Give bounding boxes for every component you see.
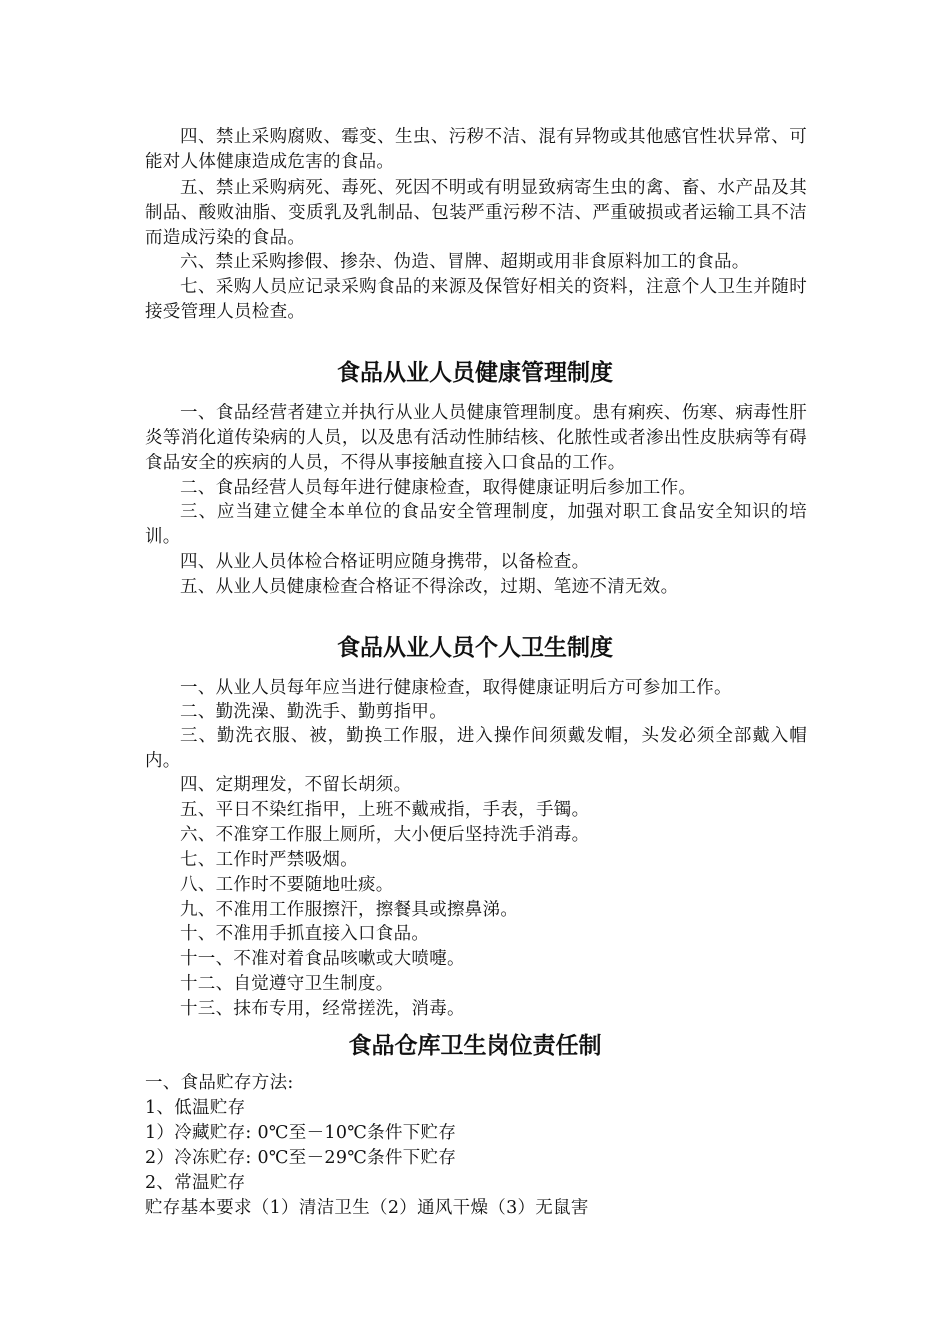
refrigerated-storage: 1）冷藏贮存: 0℃至－10℃条件下贮存 — [145, 1123, 457, 1143]
hygiene-rule-4: 四、定期理发，不留长胡须。 — [180, 775, 412, 795]
storage-requirements: 贮存基本要求（1）清洁卫生（2）通风干燥（3）无鼠害 — [145, 1198, 589, 1218]
hygiene-rule-11: 十一、不准对着食品咳嗽或大喷嚏。 — [180, 949, 465, 969]
health-rule-5: 五、从业人员健康检查合格证不得涂改，过期、笔迹不清无效。 — [180, 577, 679, 597]
frozen-storage: 2）冷冻贮存: 0℃至－29℃条件下贮存 — [145, 1148, 457, 1168]
health-rule-4: 四、从业人员体检合格证明应随身携带，以备检查。 — [180, 552, 590, 572]
hygiene-rule-6: 六、不准穿工作服上厕所，大小便后坚持洗手消毒。 — [180, 825, 590, 845]
health-management-title: 食品从业人员健康管理制度 — [337, 360, 613, 386]
hygiene-rule-7: 七、工作时严禁吸烟。 — [180, 850, 358, 870]
storage-methods-heading: 一、食品贮存方法: — [145, 1073, 294, 1093]
hygiene-rule-2: 二、勤洗澡、勤洗手、勤剪指甲。 — [180, 702, 447, 722]
hygiene-rule-1: 一、从业人员每年应当进行健康检查，取得健康证明后方可参加工作。 — [180, 678, 732, 698]
hygiene-rule-10: 十、不准用手抓直接入口食品。 — [180, 924, 430, 944]
hygiene-rule-8: 八、工作时不要随地吐痰。 — [180, 875, 394, 895]
hygiene-rule-12: 十二、自觉遵守卫生制度。 — [180, 974, 394, 994]
health-rule-3: 三、应当建立健全本单位的食品安全管理制度，加强对职工食品安全知识的培训。 — [145, 502, 807, 547]
purchase-rule-7: 七、采购人员应记录采购食品的来源及保管好相关的资料，注意个人卫生并随时接受管理人员检查。 — [145, 277, 807, 322]
hygiene-rule-3: 三、勤洗衣服、被，勤换工作服，进入操作间须戴发帽，头发必须全部戴入帽内。 — [145, 726, 807, 771]
purchase-rule-5: 五、禁止采购病死、毒死、死因不明或有明显致病寄生虫的禽、畜、水产品及其制品、酸败油脂、变质乳及乳制品、包装严重污秽不洁、严重破损或者运输工具不洁而造成污染的食品。 — [145, 178, 807, 248]
warehouse-hygiene-title: 食品仓库卫生岗位责任制 — [348, 1033, 602, 1059]
room-temp-storage: 2、常温贮存 — [145, 1173, 246, 1193]
health-rule-2: 二、食品经营人员每年进行健康检查，取得健康证明后参加工作。 — [180, 478, 697, 498]
purchase-rule-4: 四、禁止采购腐败、霉变、生虫、污秽不洁、混有异物或其他感官性状异常、可能对人体健康造成危害的食品。 — [145, 127, 807, 172]
hygiene-rule-13: 十三、抹布专用，经常搓洗，消毒。 — [180, 999, 465, 1019]
hygiene-rule-5: 五、平日不染红指甲，上班不戴戒指，手表，手镯。 — [180, 800, 590, 820]
personal-hygiene-title: 食品从业人员个人卫生制度 — [337, 635, 613, 661]
purchase-rule-6: 六、禁止采购掺假、掺杂、伪造、冒牌、超期或用非食原料加工的食品。 — [180, 252, 750, 272]
low-temp-storage: 1、低温贮存 — [145, 1098, 246, 1118]
hygiene-rule-9: 九、不准用工作服擦汗，擦餐具或擦鼻涕。 — [180, 900, 519, 920]
health-rule-1: 一、食品经营者建立并执行从业人员健康管理制度。患有痢疾、伤寒、病毒性肝炎等消化道传染病的人员，以及患有活动性肺结核、化脓性或者渗出性皮肤病等有碍食品安全的疾病的人员，不得从事接触直接入口食品的工作。 — [145, 403, 807, 473]
